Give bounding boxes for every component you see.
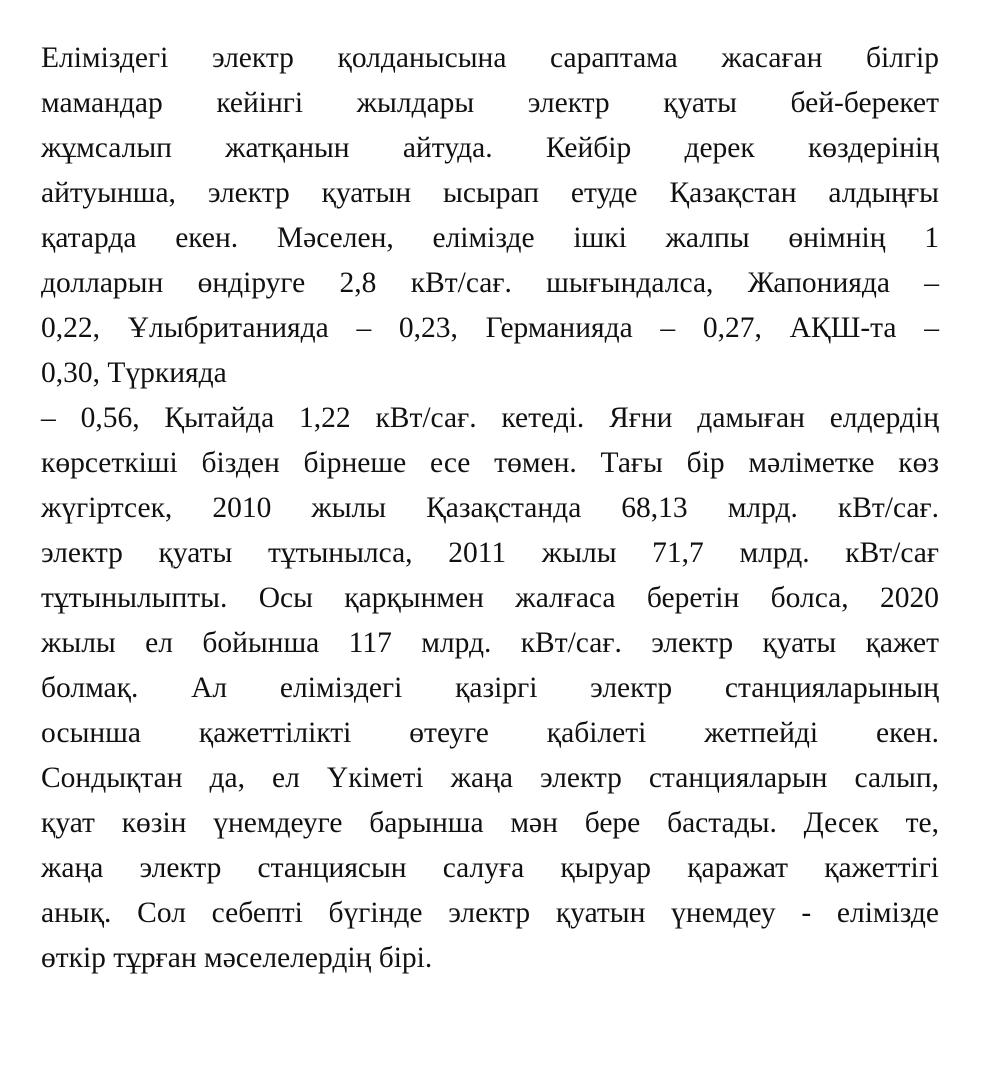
text-line: Еліміздегі электр қолданысына сараптама жасаған білгір [41,42,939,74]
text-line: қуат көзін үнемдеуге барынша мән бере бастады. Десек те, [41,807,939,839]
text-line: 0,30, Түркияда [41,357,227,389]
text-line: жүгіртсек, 2010 жылы Қазақстанда 68,13 млрд. кВт/сағ. [41,492,939,524]
text-line: осынша қажеттілікті өтеуге қабілеті жетпейді екен. [41,717,939,749]
text-line: болмақ. Ал еліміздегі қазіргі электр станцияларының [41,672,939,704]
text-line: жылы ел бойынша 117 млрд. кВт/сағ. электр қуаты қажет [41,627,939,659]
text-line: айтуынша, электр қуатын ысырап етуде Қазақстан алдыңғы [41,177,939,209]
text-line: Сондықтан да, ел Үкіметі жаңа электр станцияларын салып, [41,762,939,794]
text-line: 0,22, Ұлыбританияда – 0,23, Германияда – 0,27, АҚШ-та – [41,312,939,344]
text-line: қатарда екен. Мәселен, елімізде ішкі жалпы өнімнің 1 [41,222,939,254]
text-line: тұтынылыпты. Осы қарқынмен жалғаса беретін болса, 2020 [41,582,939,614]
text-line: көрсеткіші бізден бірнеше есе төмен. Тағы бір мәліметке көз [41,447,939,479]
text-line: жаңа электр станциясын салуға қыруар қаражат қажеттігі [41,852,939,884]
text-line: мамандар кейінгі жылдары электр қуаты бей-берекет [41,87,939,119]
text-line: жұмсалып жатқанын айтуда. Кейбір дерек көздерінің [41,132,939,164]
text-line: – 0,56, Қытайда 1,22 кВт/сағ. кетеді. Яғни дамыған елдердің [41,402,939,434]
text-line: электр қуаты тұтынылса, 2011 жылы 71,7 млрд. кВт/сағ [41,537,939,569]
document-body [41,36,939,981]
text-line: өткір тұрған мәселелердің бірі. [41,942,433,974]
text-line: долларын өндіруге 2,8 кВт/сағ. шығындалса, Жапонияда – [41,267,939,299]
text-line: анық. Сол себепті бүгінде электр қуатын үнемдеу - елімізде [41,897,939,929]
